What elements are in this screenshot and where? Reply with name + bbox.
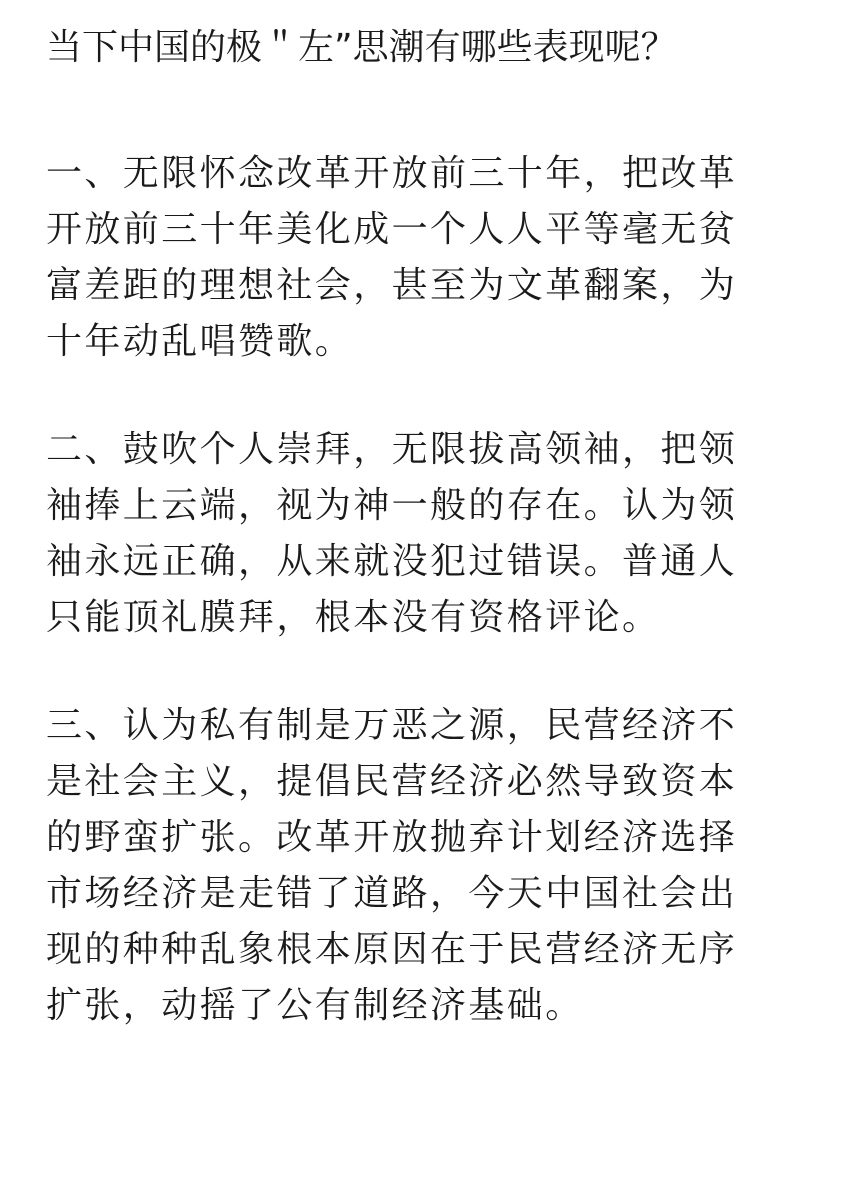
paragraph-2 — [46, 422, 836, 646]
paragraph-line: 十年动乱唱赞歌。 — [46, 321, 354, 362]
paragraph-line: 二、鼓吹个人崇拜，无限拔高领袖，把领 — [46, 429, 738, 470]
paragraph-line: 开放前三十年美化成一个人人平等毫无贫 — [46, 209, 738, 250]
paragraph-line: 是社会主义，提倡民营经济必然导致资本 — [46, 761, 738, 802]
paragraph-line: 富差距的理想社会，甚至为文革翻案，为 — [46, 265, 738, 306]
article-body — [46, 18, 836, 1034]
paragraph-3 — [46, 698, 836, 1034]
paragraph-1 — [46, 146, 836, 370]
paragraph-line: 市场经济是走错了道路，今天中国社会出 — [46, 873, 738, 914]
paragraph-line: 只能顶礼膜拜，根本没有资格评论。 — [46, 597, 661, 638]
paragraph-line: 扩张，动摇了公有制经济基础。 — [46, 985, 584, 1026]
paragraph-line: 三、认为私有制是万恶之源，民营经济不 — [46, 705, 738, 746]
paragraph-line: 一、无限怀念改革开放前三十年，把改革 — [46, 153, 738, 194]
paragraph-line: 袖捧上云端，视为神一般的存在。认为领 — [46, 485, 738, 526]
paragraph-line: 现的种种乱象根本原因在于民营经济无序 — [46, 929, 738, 970]
paragraph-line: 袖永远正确，从来就没犯过错误。普通人 — [46, 541, 738, 582]
paragraph-line: 的野蛮扩张。改革开放抛弃计划经济选择 — [46, 817, 738, 858]
article-title: 当下中国的极＂左”思潮有哪些表现呢？ — [46, 27, 677, 68]
